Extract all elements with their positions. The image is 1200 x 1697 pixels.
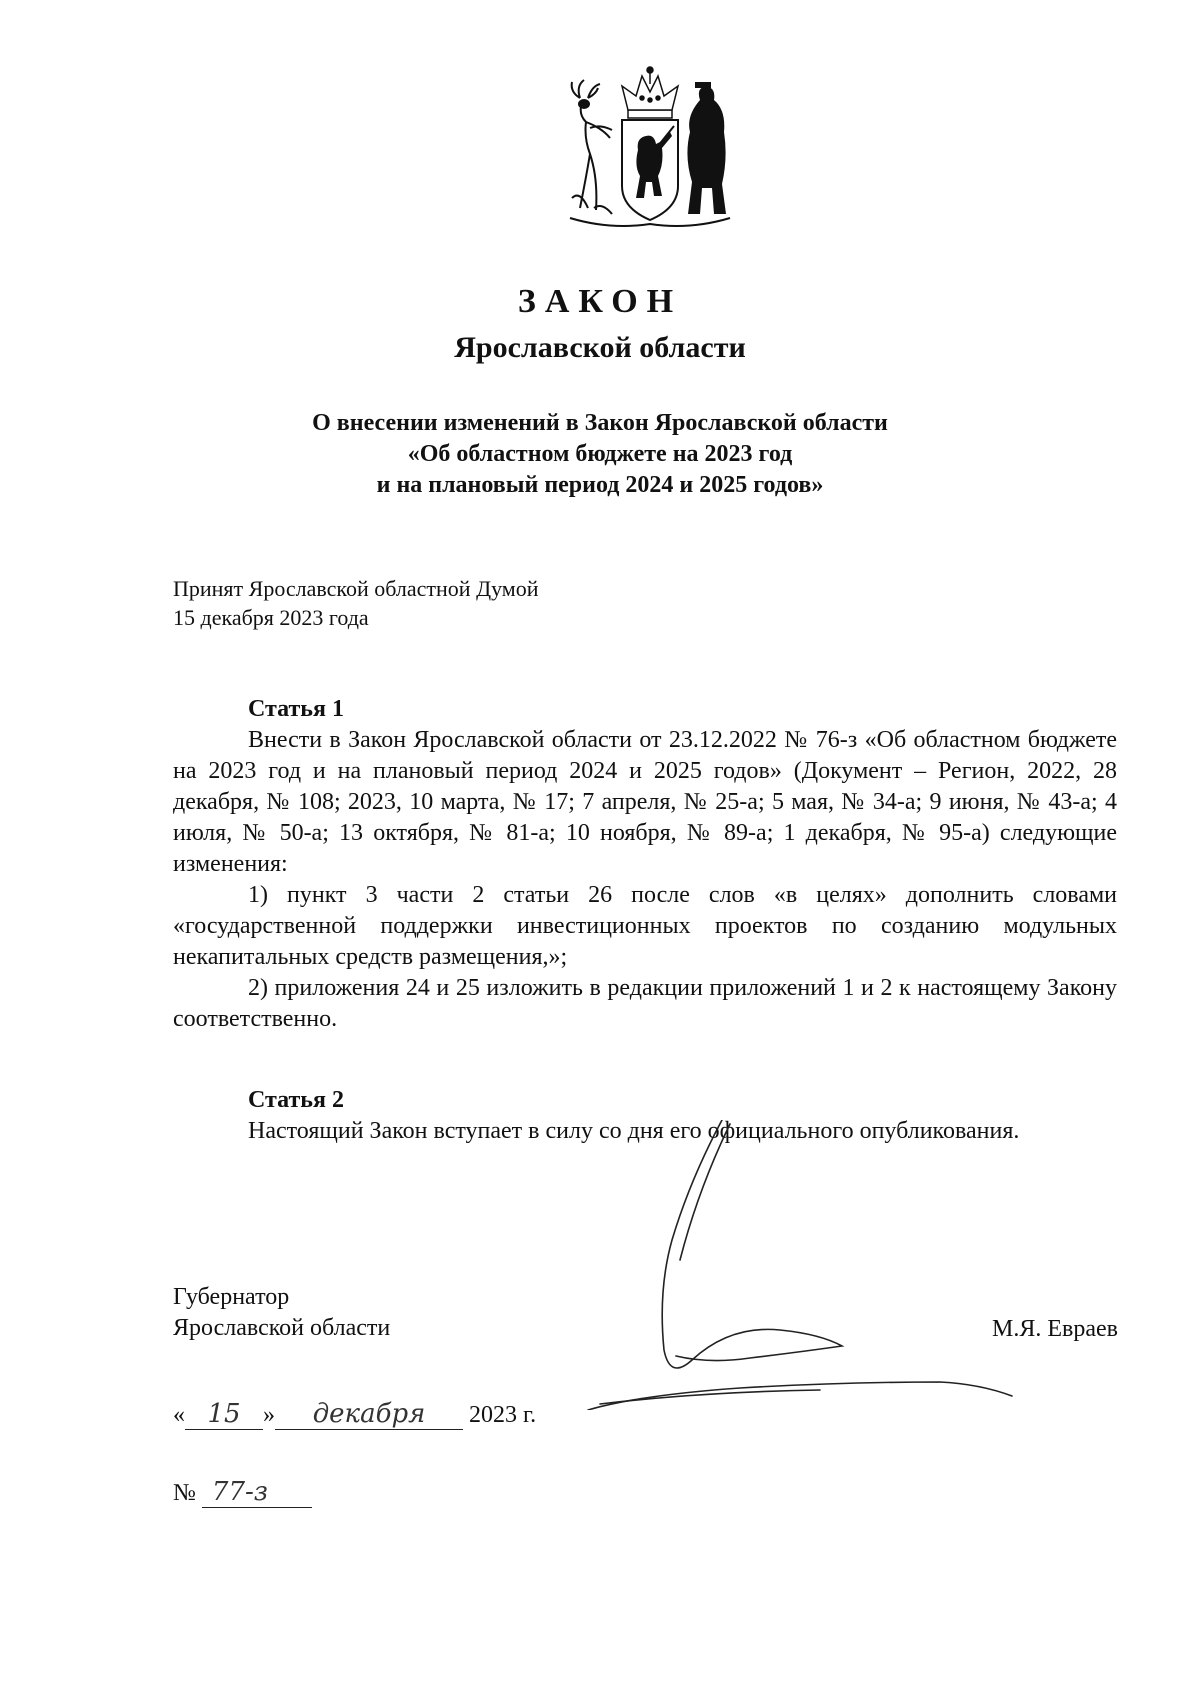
adoption-note — [173, 574, 539, 632]
date-day: 15 — [185, 1399, 263, 1430]
number-value: 77-з — [202, 1477, 312, 1508]
date-year: 2023 г. — [469, 1402, 537, 1428]
article-1 — [173, 694, 1117, 1035]
article-paragraph: 2) приложения 24 и 25 изложить в редакции приложений 1 и 2 к настоящему Закону соответственно. — [173, 975, 1117, 1032]
article-paragraph: 1) пункт 3 части 2 статьи 26 после слов «в целях» дополнить словами «государственной поддержки инвестиционных проектов по созданию модульных некапитальных средств размещения,»; — [173, 882, 1117, 970]
article-title: Статья 1 — [248, 696, 344, 722]
yaroslavl-coat-of-arms-icon — [550, 58, 750, 238]
position-line: Ярославской области — [173, 1315, 391, 1341]
adoption-date: 15 декабря 2023 года — [173, 605, 369, 630]
heading-line: «Об областном бюджете на 2023 год — [407, 441, 793, 467]
heading-line: О внесении изменений в Закон Ярославской области — [312, 410, 888, 436]
signatory-name: М.Я. Евраев — [992, 1316, 1118, 1342]
law-number — [173, 1476, 312, 1510]
article-paragraph: Настоящий Закон вступает в силу со дня его официального опубликования. — [248, 1118, 1020, 1144]
article-paragraph: Внести в Закон Ярославской области от 23.12.2022 № 76-з «Об областном бюджете на 2023 год и на плановый период 2024 и 2025 годов» (Документ – Регион, 2022, 28 декабря, № 108; 2023, 10 марта, № 17; 7 апреля, № 25-а; 5 мая, № 34-а; 9 июня, № 43-а; 4 июля, № 50-а; 13 октября, № 81-а; 10 ноября, № 89-а; 1 декабря, № 95-а) следующие изменения: — [173, 727, 1117, 877]
law-region: Ярославской области — [454, 331, 746, 364]
handwritten-signature — [580, 1120, 1020, 1410]
article-title: Статья 2 — [248, 1087, 344, 1113]
document-heading — [0, 408, 1200, 501]
date-open-quote: « — [173, 1402, 185, 1428]
signing-date — [173, 1398, 536, 1432]
adoption-line: Принят Ярославской областной Думой — [173, 576, 539, 601]
signatory-position — [173, 1282, 390, 1344]
number-label: № — [173, 1480, 196, 1506]
date-close-quote: » — [263, 1402, 275, 1428]
position-line: Губернатор — [173, 1284, 290, 1310]
date-month: декабря — [275, 1399, 463, 1430]
law-title: ЗАКОН — [517, 283, 683, 320]
heading-line: и на плановый период 2024 и 2025 годов» — [376, 472, 824, 498]
